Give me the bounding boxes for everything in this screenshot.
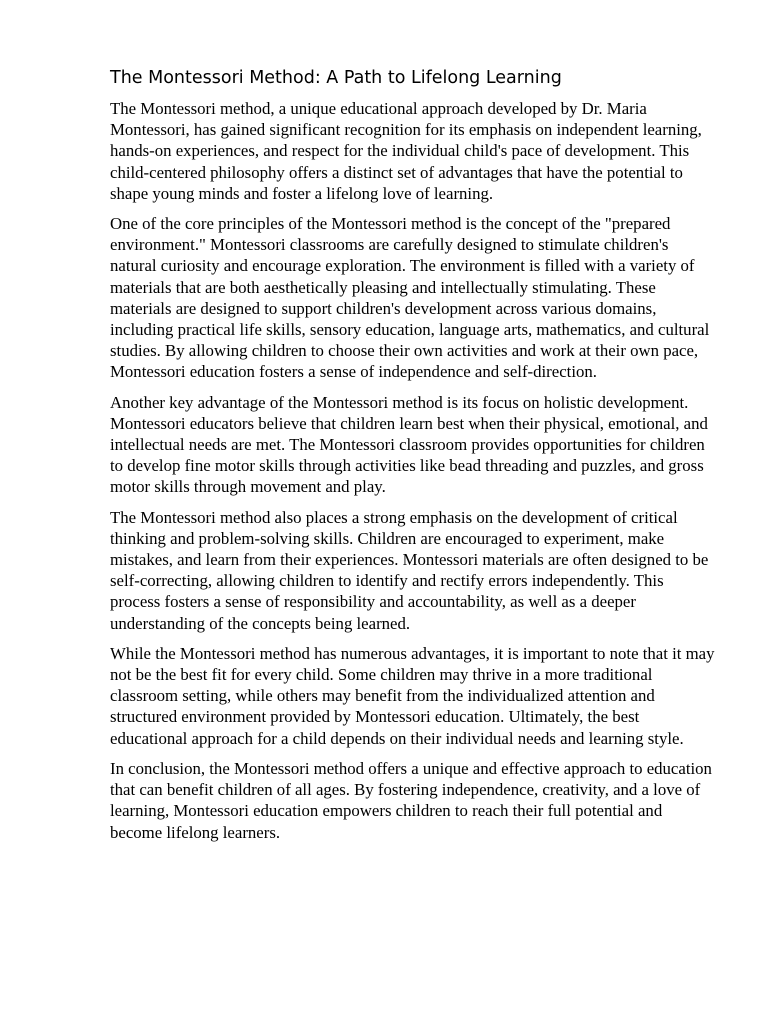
- paragraph-introduction: The Montessori method, a unique educational approach developed by Dr. Maria Montessori, has gained significant recognition for its emphasis on independent learning, hands-on experiences, and respect for the individual child's pace of development. This child-centered philosophy offers a distinct set of advantages that have the potential to shape young minds and foster a lifelong love of learning.: [110, 99, 702, 203]
- paragraph-holistic-development: Another key advantage of the Montessori method is its focus on holistic development. Montessori educators believe that children learn best when their physical, emotional, and intellectual needs are met. The Montessori classroom provides opportunities for children to develop fine motor skills through activities like bead threading and puzzles, and gross motor skills through movement and play.: [110, 392, 708, 497]
- paragraph-considerations: While the Montessori method has numerous advantages, it is important to note that it may not be the best fit for every child. Some children may thrive in a more traditional classroom setting, while others may benefit from the individualized attention and structured environment provided by Montessori education. Ultimately, the best educational approach for a child depends on their individual needs and learning style.: [110, 643, 715, 748]
- paragraph-conclusion: In conclusion, the Montessori method offers a unique and effective approach to education that can benefit children of all ages. By fostering independence, creativity, and a love of learning, Montessori education empowers children to reach their full potential and become lifelong learners.: [110, 758, 712, 842]
- document-title: The Montessori Method: A Path to Lifelong Learning: [110, 68, 562, 88]
- paragraph-prepared-environment: One of the core principles of the Montessori method is the concept of the "prepared environment." Montessori classrooms are carefully designed to stimulate children's natural curiosity and encourage exploration. The environment is filled with a variety of materials that are both aesthetically pleasing and intellectually stimulating. These materials are designed to support children's development across various domains, including practical life skills, sensory education, language arts, mathematics, and cultural studies. By allowing children to choose their own activities and work at their own pace, Montessori education fosters a sense of independence and self-direction.: [110, 214, 710, 382]
- document-page: [110, 66, 716, 852]
- paragraph-critical-thinking: The Montessori method also places a strong emphasis on the development of critical thinking and problem-solving skills. Children are encouraged to experiment, make mistakes, and learn from their experiences. Montessori materials are often designed to be self-correcting, allowing children to identify and rectify errors independently. This process fosters a sense of responsibility and accountability, as well as a deeper understanding of the concepts being learned.: [110, 507, 709, 633]
